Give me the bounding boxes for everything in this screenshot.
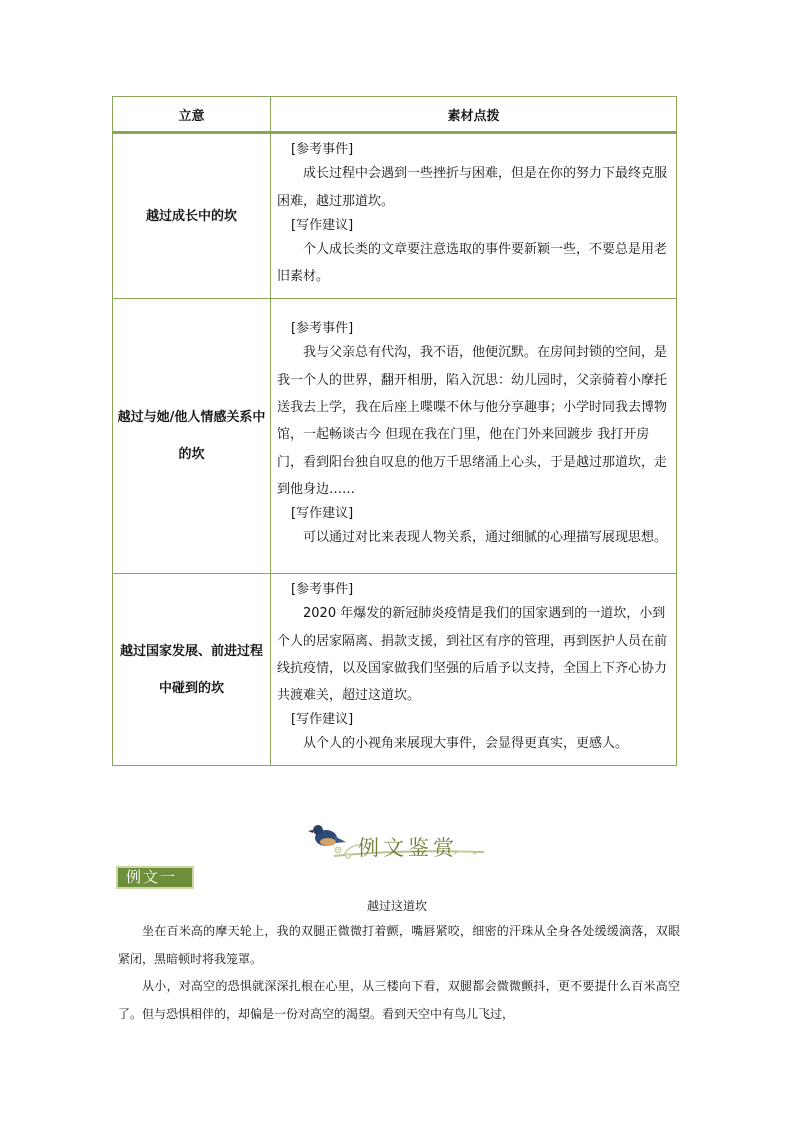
row-material	[271, 133, 677, 299]
banner-title: 例文鉴赏	[358, 836, 458, 860]
example-banner	[304, 812, 488, 862]
ref-text: 我与父亲总有代沟，我不语，他便沉默。在房间封锁的空间，是我一个人的世界，翻开相册，陷入沉思：幼儿园时，父亲骑着小摩托送我去上学，我在后座上喋喋不休与他分享趣事；小学时同我去博物馆，一起畅谈古今 但现在我在门里，他在门外来回踱步 我打开房门，看到阳台独自叹息的他万千思绪涌上心头，于是越过那道坎，走到他身边……	[277, 345, 668, 497]
table-row	[113, 299, 677, 574]
material-table	[112, 96, 677, 766]
tip-tag: [写作建议]	[291, 506, 354, 522]
row-theme	[113, 574, 271, 766]
example-label-text: 例文一	[126, 868, 178, 886]
ref-text: 成长过程中会遇到一些挫折与困难，但是在你的努力下最终克服困难，越过那道坎。	[277, 166, 668, 209]
ref-tag: [参考事件]	[291, 582, 354, 598]
essay-body	[118, 918, 680, 1028]
header-material: 素材点拨	[271, 97, 677, 133]
row-material	[271, 574, 677, 766]
tip-text: 个人成长类的文章要注意选取的事件要新颖一些，不要总是用老旧素材。	[277, 242, 668, 285]
theme-text: 越过成长中的坎	[145, 208, 237, 224]
header-theme: 立意	[113, 97, 271, 133]
essay-paragraph: 坐在百米高的摩天轮上，我的双腿正微微打着颤，嘴唇紧咬，细密的汗珠从全身各处缓缓滴落，双眼紧闭，黑暗顿时将我笼罩。	[118, 924, 680, 966]
table-row	[113, 133, 677, 299]
essay-paragraph: 从小，对高空的恐惧就深深扎根在心里，从三楼向下看，双腿都会微微颤抖，更不要提什么百米高空了。但与恐惧相伴的，却偏是一份对高空的渴望。看到天空中有鸟儿飞过，	[118, 979, 680, 1021]
ref-text: 2020 年爆发的新冠肺炎疫情是我们的国家遇到的一道坎，小到个人的居家隔离、捐款支援，到社区有序的管理，再到医护人员在前线抗疫情，以及国家做我们坚强的后盾予以支持，全国上下齐心协力共渡难关，超过这道坎。	[277, 606, 668, 704]
row-theme	[113, 133, 271, 299]
tip-tag: [写作建议]	[291, 218, 354, 233]
table-header-row	[113, 97, 677, 133]
essay-title: 越过这道坎	[366, 899, 427, 913]
theme-text: 越过国家发展、前进过程中碰到的坎	[119, 643, 263, 696]
theme-text: 越过与她/他人情感关系中的坎	[117, 410, 266, 462]
tip-text: 从个人的小视角来展现大事件，会显得更真实，更感人。	[303, 736, 629, 752]
row-theme	[113, 299, 271, 574]
tip-text: 可以通过对比来表现人物关系，通过细腻的心理描写展现思想。	[303, 530, 668, 546]
example-label	[116, 866, 194, 889]
table-row	[113, 574, 677, 766]
row-material	[271, 299, 677, 574]
ref-tag: [参考事件]	[291, 321, 354, 337]
ref-tag: [参考事件]	[291, 142, 354, 158]
tip-tag: [写作建议]	[291, 712, 354, 728]
